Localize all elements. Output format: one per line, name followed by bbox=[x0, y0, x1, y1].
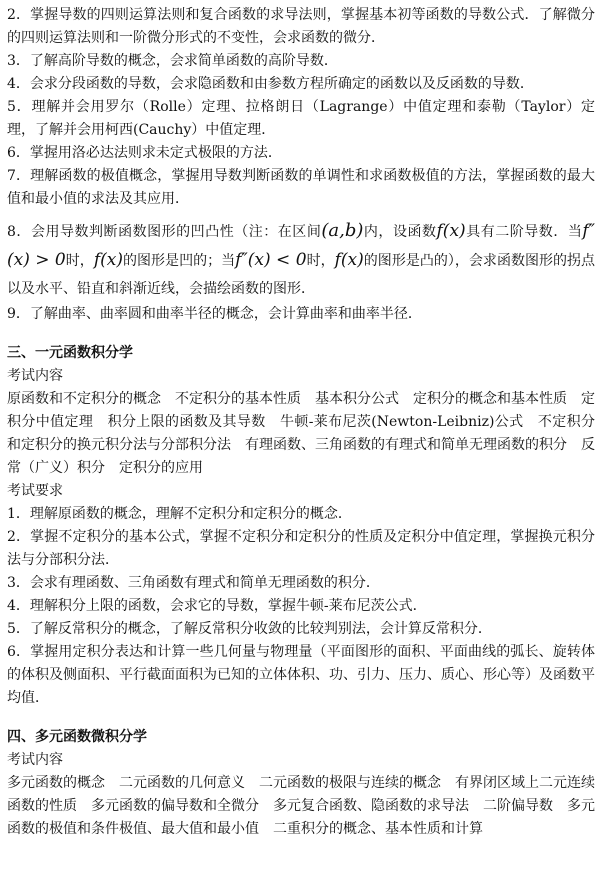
second-derivative-positive: f″(x) > 0 bbox=[7, 221, 596, 270]
item-3: 3．了解高阶导数的概念，会求简单函数的高阶导数． bbox=[7, 53, 338, 69]
item-6: 6．掌握用洛必达法则求未定式极限的方法． bbox=[7, 145, 282, 161]
item-8-text-2: 内，设函数 bbox=[363, 224, 437, 240]
item-8-text-7: 的图形是凸的），会求函数图形的拐点以及水平、铅直和斜渐近线，会描绘函数的图形． bbox=[7, 253, 596, 297]
item-8 bbox=[7, 217, 595, 303]
item-7: 7．理解函数的极值概念，掌握用导数判断函数的单调性和求函数极值的方法，掌握函数的最大值和最小值的求法及其应用． bbox=[7, 168, 595, 207]
item-8-text-3: 具有二阶导数．当 bbox=[465, 224, 583, 240]
function-formula: f(x) bbox=[93, 250, 123, 270]
section-3-title: 三、一元函数积分学 bbox=[7, 345, 133, 361]
section-4-title: 四、多元函数微积分学 bbox=[7, 729, 147, 745]
section-4-content-label: 考试内容 bbox=[7, 752, 63, 768]
section-3-req-3: 3．会求有理函数、三角函数有理式和简单无理函数的积分． bbox=[7, 575, 380, 591]
item-5: 5．理解并会用罗尔（Rolle）定理、拉格朗日（Lagrange）中值定理和泰勒（Taylor）定理，了解并会用柯西(Cauchy）中值定理． bbox=[7, 99, 595, 138]
interval-formula: (a,b) bbox=[321, 220, 364, 241]
item-8-text-5: 的图形是凹的；当 bbox=[122, 253, 236, 269]
function-formula: f(x) bbox=[334, 250, 364, 270]
section-3-req-6: 6．掌握用定积分表达和计算一些几何量与物理量（平面图形的面积、平面曲线的弧长、旋转体的体积及侧面积、平行截面面积为已知的立体体积、功、引力、压力、质心、形心等）及函数平均值． bbox=[7, 644, 595, 706]
document-page bbox=[7, 4, 595, 841]
item-9: 9．了解曲率、曲率圆和曲率半径的概念，会计算曲率和曲率半径． bbox=[7, 306, 422, 322]
function-formula: f(x) bbox=[436, 221, 466, 241]
section-3-requirements-label: 考试要求 bbox=[7, 483, 63, 499]
section-4-content: 多元函数的概念 二元函数的几何意义 二元函数的极限与连续的概念 有界闭区域上二元连续函数的性质 多元函数的偏导数和全微分 多元复合函数、隐函数的求导法 二阶偏导数 多元函数的极值和条件极值、最大值和最小值 二重积分的概念、基本性质和计算 bbox=[7, 775, 595, 837]
section-3-req-4: 4．理解积分上限的函数，会求它的导数，掌握牛顿-莱布尼茨公式． bbox=[7, 598, 427, 614]
section-3-req-5: 5．了解反常积分的概念，了解反常积分收敛的比较判别法，会计算反常积分． bbox=[7, 621, 492, 637]
item-4: 4．会求分段函数的导数，会求隐函数和由参数方程所确定的函数以及反函数的导数． bbox=[7, 76, 534, 92]
section-3-req-2: 2．掌握不定积分的基本公式，掌握不定积分和定积分的性质及定积分中值定理，掌握换元积分法与分部积分法． bbox=[7, 529, 595, 568]
item-8-text-1: 8．会用导数判断函数图形的凹凸性（注：在区间 bbox=[7, 224, 322, 240]
item-8-text-6: 时， bbox=[306, 253, 335, 269]
item-8-text-4: 时， bbox=[65, 253, 94, 269]
item-2: 2．掌握导数的四则运算法则和复合函数的求导法则，掌握基本初等函数的导数公式．了解微分的四则运算法则和一阶微分形式的不变性，会求函数的微分． bbox=[7, 7, 595, 46]
section-3-req-1: 1．理解原函数的概念，理解不定积分和定积分的概念． bbox=[7, 506, 352, 522]
second-derivative-negative: f″(x) < 0 bbox=[235, 250, 307, 270]
section-3-content-label: 考试内容 bbox=[7, 368, 63, 384]
section-3-content: 原函数和不定积分的概念 不定积分的基本性质 基本积分公式 定积分的概念和基本性质 定积分中值定理 积分上限的函数及其导数 牛顿-莱布尼茨(Newton-Leibniz)公式 不定积分和定积分的换元积分法与分部积分法 有理函数、三角函数的有理式和简单无理函数的积分 反常（广义）积分 定积分的应用 bbox=[7, 391, 595, 476]
